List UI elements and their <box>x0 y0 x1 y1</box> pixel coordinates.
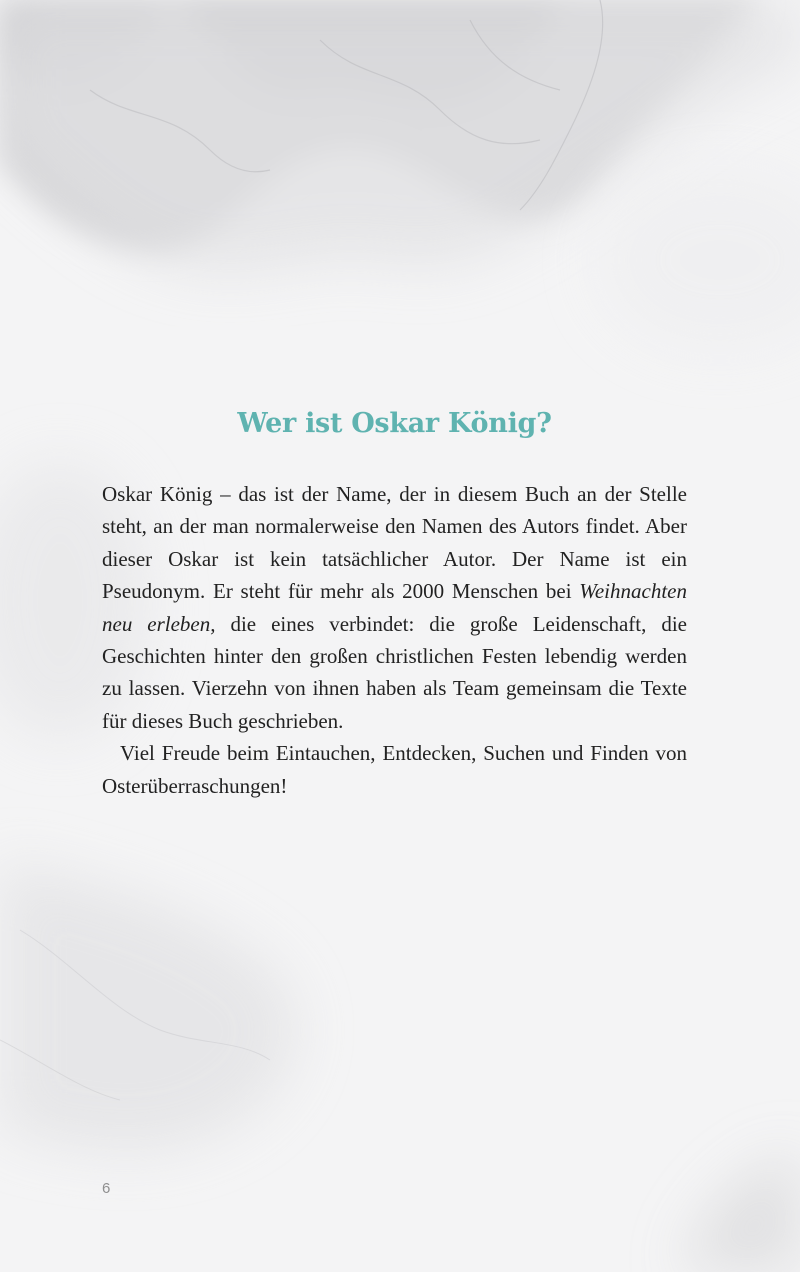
page-number: 6 <box>102 1180 111 1197</box>
paragraph-intro-text-after: die eines verbindet: die große Leidenschaft, die Geschichten hinter den großen christlichen Festen lebendig werden zu lassen. Vierzehn von ihnen haben als Team gemeinsam die Texte für dieses Buch geschrieben. <box>102 611 688 733</box>
paragraph-intro <box>102 478 687 737</box>
paragraph-intro-text-before: Oskar König – das ist der Name, der in diesem Buch an der Stelle steht, an der man normalerweise den Namen des Autors findet. Aber dieser Oskar ist kein tatsächlicher Autor. Der Name ist ein Pseudonym. Er steht für mehr als 2000 Menschen bei <box>102 482 687 604</box>
book-title-emphasis: Weihnachten neu erleben, <box>102 579 687 636</box>
page-title: Wer ist Oskar König? <box>237 408 552 439</box>
paragraph-closing: Viel Freude beim Eintauchen, Entdecken, Suchen und Finden von Osterüberraschungen! <box>102 741 687 798</box>
body-text <box>102 478 687 802</box>
